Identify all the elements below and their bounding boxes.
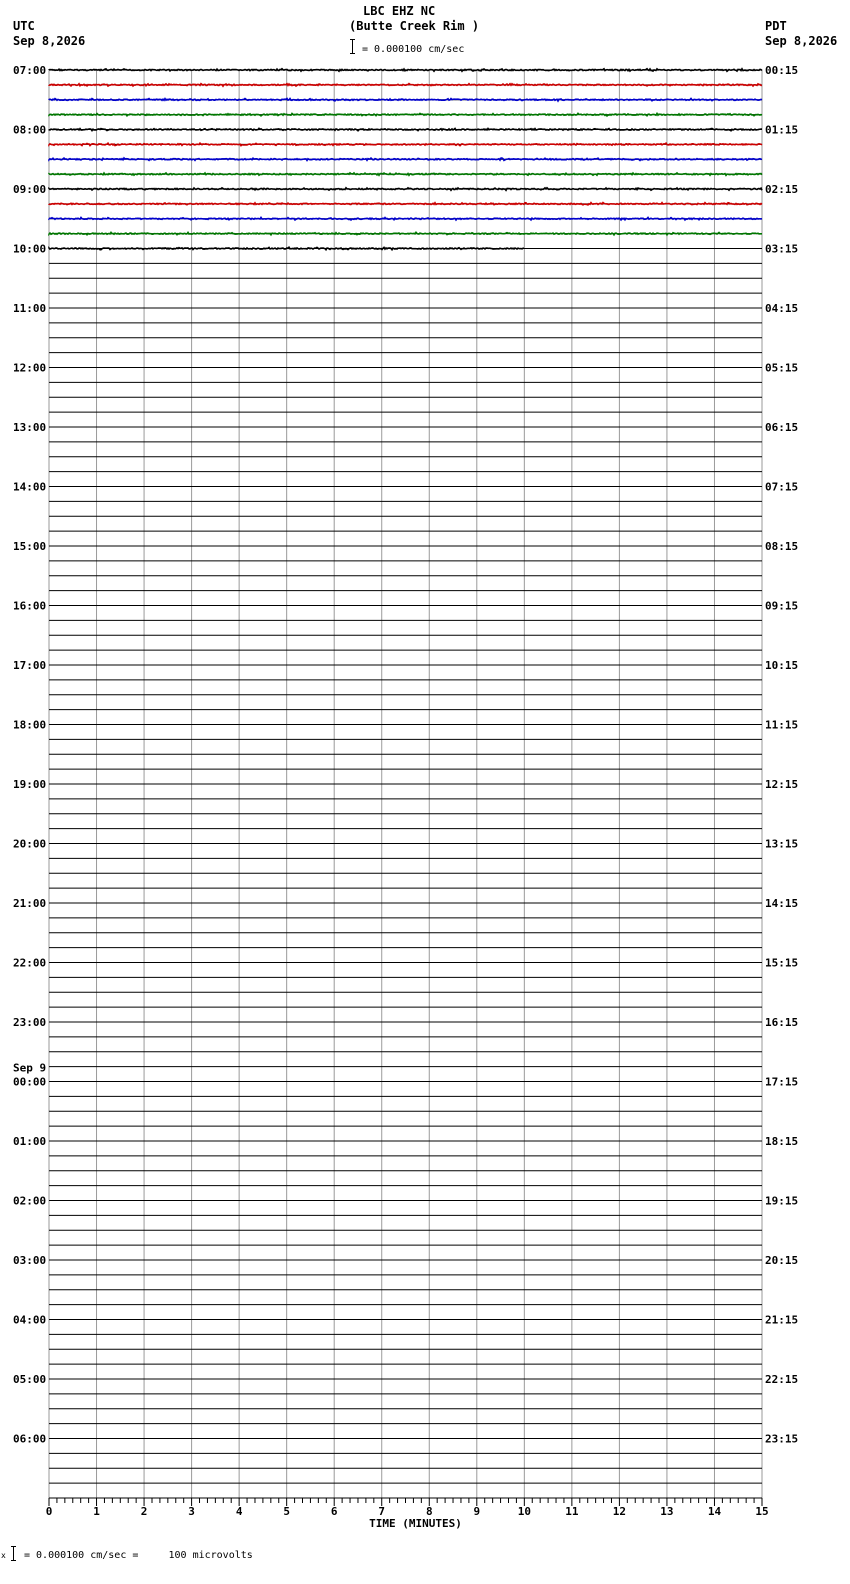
pdt-hour-label: 00:15 — [765, 64, 799, 77]
seismic-trace — [49, 158, 762, 160]
seismic-trace — [49, 203, 762, 205]
x-tick-label: 4 — [235, 1505, 243, 1518]
pdt-hour-label: 09:15 — [765, 599, 799, 613]
utc-hour-label: 22:00 — [13, 956, 47, 970]
x-tick-label: 7 — [378, 1505, 386, 1518]
utc-hour-label: 08:00 — [13, 123, 47, 137]
x-tick-label: 10 — [517, 1505, 531, 1518]
x-tick-label: 8 — [425, 1505, 433, 1518]
pdt-hour-label: 20:15 — [765, 1254, 799, 1267]
pdt-hour-label: 02:15 — [765, 183, 799, 196]
left-date: Sep 8,2026 — [13, 34, 86, 48]
utc-hour-label: 06:00 — [13, 1432, 47, 1446]
pdt-hour-label: 14:15 — [765, 897, 799, 910]
utc-hour-label: 09:00 — [13, 183, 47, 196]
seismic-trace — [49, 113, 762, 115]
x-tick-label: 6 — [330, 1505, 338, 1518]
station-location: (Butte Creek Rim ) — [349, 19, 480, 33]
x-tick-label: 3 — [188, 1505, 195, 1518]
x-tick-label: 2 — [140, 1505, 148, 1518]
x-tick-label: 5 — [283, 1505, 290, 1518]
seismic-trace — [49, 69, 762, 72]
x-tick-label: 0 — [45, 1505, 53, 1518]
left-timezone: UTC — [13, 19, 35, 33]
date-change-label: Sep 9 — [13, 1061, 47, 1075]
x-tick-label: 12 — [612, 1505, 627, 1518]
utc-hour-label: 12:00 — [13, 361, 47, 375]
x-tick-label: 11 — [565, 1505, 579, 1518]
utc-hour-label: 00:00 — [13, 1075, 47, 1089]
station-title: LBC EHZ NC — [363, 4, 436, 18]
utc-hour-label: 10:00 — [13, 242, 47, 256]
utc-hour-label: 19:00 — [13, 778, 47, 791]
utc-hour-label: 07:00 — [13, 64, 47, 77]
pdt-hour-label: 08:15 — [765, 540, 799, 553]
pdt-hour-label: 17:15 — [765, 1075, 799, 1089]
pdt-hour-label: 18:15 — [765, 1135, 799, 1148]
utc-hour-label: 23:00 — [13, 1016, 47, 1029]
utc-hour-label: 17:00 — [13, 659, 47, 672]
utc-hour-label: 14:00 — [13, 480, 47, 494]
pdt-hour-label: 13:15 — [765, 837, 799, 851]
utc-hour-label: 03:00 — [13, 1254, 47, 1267]
seismic-trace — [49, 232, 762, 235]
x-tick-label: 9 — [473, 1505, 481, 1518]
pdt-hour-label: 01:15 — [765, 123, 799, 137]
seismic-trace — [49, 143, 762, 146]
pdt-hour-label: 07:15 — [765, 480, 799, 494]
x-tick-label: 1 — [93, 1505, 100, 1518]
footer-scale-bar — [13, 1546, 14, 1560]
pdt-hour-label: 11:15 — [765, 718, 799, 732]
seismic-trace — [49, 84, 762, 87]
utc-hour-label: 05:00 — [13, 1373, 47, 1386]
seismic-trace — [49, 173, 762, 175]
x-tick-label: 13 — [660, 1505, 674, 1518]
pdt-hour-label: 15:15 — [765, 956, 799, 970]
pdt-hour-label: 05:15 — [765, 361, 799, 375]
utc-hour-label: 04:00 — [13, 1313, 47, 1327]
pdt-hour-label: 21:15 — [765, 1313, 799, 1327]
footer-scale-cap-bottom — [11, 1560, 16, 1561]
utc-hour-label: 18:00 — [13, 718, 47, 732]
x-tick-label: 14 — [707, 1505, 722, 1518]
pdt-hour-label: 03:15 — [765, 242, 799, 256]
seismic-trace — [49, 98, 762, 101]
pdt-hour-label: 19:15 — [765, 1194, 799, 1208]
right-timezone: PDT — [765, 19, 787, 33]
utc-hour-label: 13:00 — [13, 421, 47, 434]
utc-hour-label: 15:00 — [13, 540, 47, 553]
pdt-hour-label: 23:15 — [765, 1432, 799, 1446]
seismic-trace — [49, 188, 762, 191]
pdt-hour-label: 06:15 — [765, 421, 799, 434]
utc-hour-label: 21:00 — [13, 897, 47, 910]
footer-scale-text: = 0.000100 cm/sec = 100 microvolts — [24, 1550, 253, 1561]
pdt-hour-label: 04:15 — [765, 302, 799, 315]
pdt-hour-label: 10:15 — [765, 659, 799, 672]
utc-hour-label: 11:00 — [13, 302, 47, 315]
utc-hour-label: 01:00 — [13, 1135, 47, 1148]
pdt-hour-label: 22:15 — [765, 1373, 799, 1386]
pdt-hour-label: 12:15 — [765, 778, 799, 791]
pdt-hour-label: 16:15 — [765, 1016, 799, 1029]
seismic-trace — [49, 217, 762, 220]
right-date: Sep 8,2026 — [765, 34, 838, 48]
utc-hour-label: 20:00 — [13, 837, 47, 851]
x-axis-label: TIME (MINUTES) — [369, 1517, 462, 1530]
footer-marker: x — [1, 1551, 6, 1560]
header-scale-text: = 0.000100 cm/sec — [362, 44, 465, 55]
seismic-trace — [49, 128, 762, 130]
seismic-trace — [49, 247, 524, 250]
utc-hour-label: 02:00 — [13, 1194, 47, 1208]
x-tick-label: 15 — [755, 1505, 769, 1518]
utc-hour-label: 16:00 — [13, 599, 47, 613]
